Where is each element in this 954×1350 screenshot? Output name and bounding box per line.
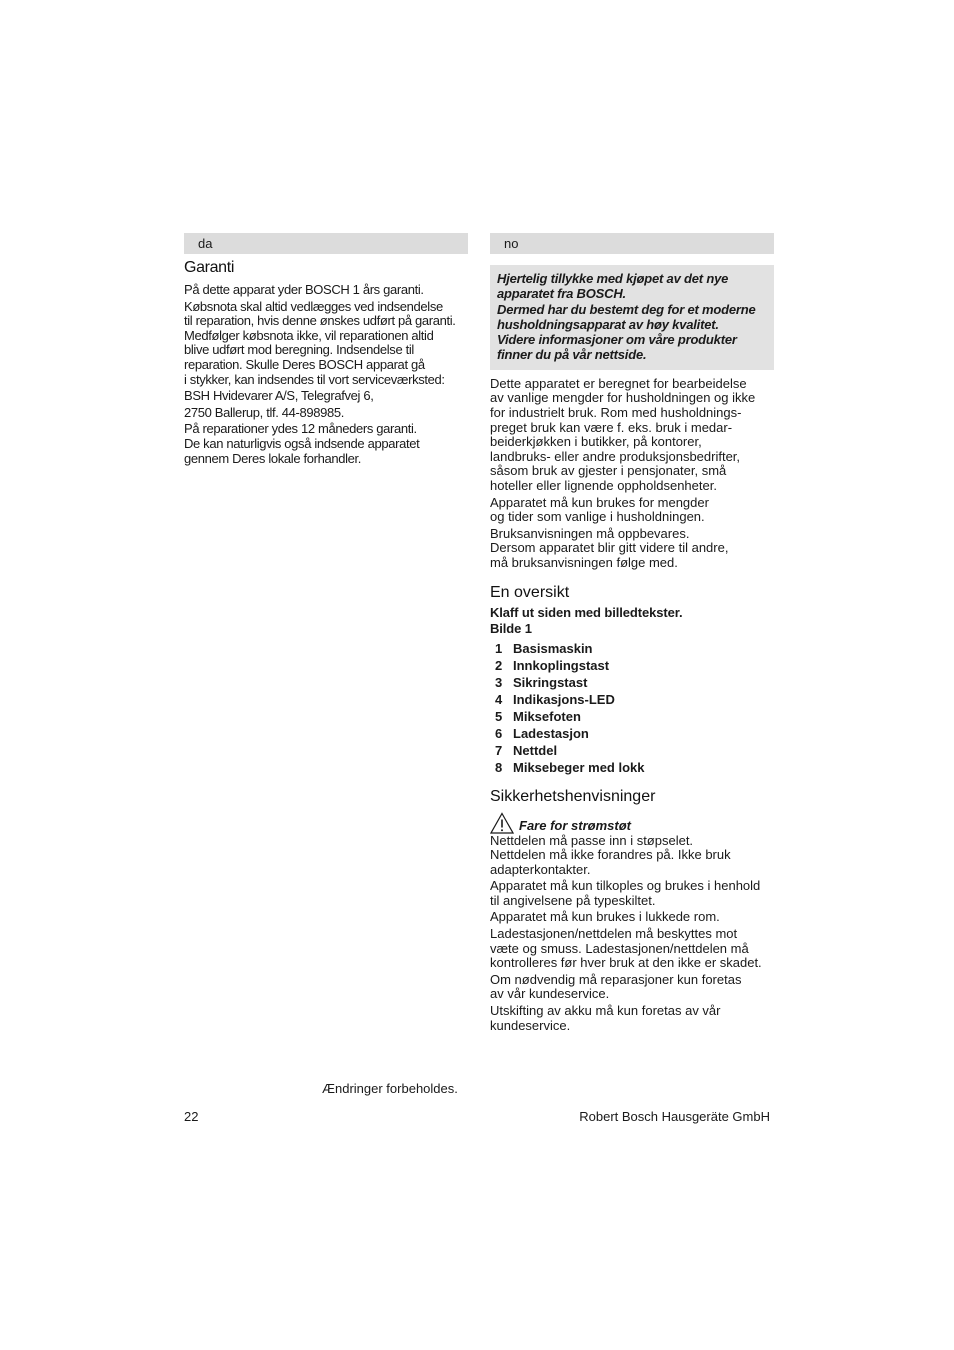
usage-paragraph: Dette apparatet er beregnet for bearbeidelse av vanlige mengder for husholdningen og ikke for industrielt bruk. Rom med husholdnings- preget bruk kan være f. eks. bruk i medar- beiderkjøkken i butikker, på kontorer, landbruks- eller andre produksjonsbedrifter, såsom bruk av gjester i pensjonater, små hoteller eller lignende oppholdsenheter. — [490, 375, 756, 493]
garanti-address: 2750 Ballerup, tlf. 44-898985. — [184, 404, 345, 420]
safety-paragraph: Ladestasjonen/nettdelen må beskyttes mot væte og smuss. Ladestasjonen/nettdelen må kontrolleres før hver bruk at den ikke er skadet. — [490, 926, 762, 971]
language-tab-no: no — [490, 233, 774, 254]
list-item: 4 Indikasjons-LED — [495, 691, 615, 707]
safety-section — [490, 834, 780, 1034]
safety-paragraph: Apparatet må kun brukes i lukkede rom. — [490, 909, 720, 925]
danish-column — [184, 258, 474, 466]
safety-paragraph: Om nødvendig må reparasjoner kun foretas av vår kundeservice. — [490, 971, 742, 1002]
overview-heading: En oversikt — [490, 583, 570, 601]
page-number: 22 — [184, 1109, 199, 1124]
safety-heading: Sikkerhetshenvisninger — [490, 787, 656, 805]
warning-triangle-icon — [490, 812, 514, 834]
garanti-paragraph: På reparationer ydes 12 måneders garanti. De kan naturligvis også indsende apparatet gennem Deres lokale forhandler. — [184, 421, 420, 466]
changes-reserved-note: Ændringer forbeholdes. — [322, 1081, 458, 1096]
list-item: 6 Ladestasjon — [495, 725, 589, 741]
fold-out-instruction: Klaff ut siden med billedtekster. Bilde 1 — [490, 604, 683, 636]
safety-paragraph: Utskifting av akku må kun foretas av vår kundeservice. — [490, 1003, 721, 1033]
list-item: 7 Nettdel — [495, 742, 558, 758]
usage-section — [490, 377, 780, 571]
norwegian-column — [490, 265, 780, 1033]
garanti-address: BSH Hvidevarer A/S, Telegrafvej 6, — [184, 388, 374, 404]
list-item: 1 Basismaskin — [495, 640, 593, 656]
garanti-heading: Garanti — [184, 259, 235, 276]
usage-paragraph: Apparatet må kun brukes for mengder og tider som vanlige i husholdningen. — [490, 494, 709, 525]
parts-list — [490, 640, 780, 776]
garanti-paragraph: Købsnota skal altid vedlægges ved indsendelse til reparation, hvis denne ønskes udført på garanti. Medfølger købsnota ikke, vil reparationen altid blive udført mod beregning. Indsendelse til reparation. Skulle Deres BOSCH apparat gå i stykker, kan indsendes til vort serviceværksted: — [184, 298, 456, 387]
safety-paragraph: Apparatet må kun tilkoples og brukes i henhold til angivelsene på typeskiltet. — [490, 878, 761, 908]
company-name: Robert Bosch Hausgeräte GmbH — [579, 1109, 770, 1124]
garanti-paragraph: På dette apparat yder BOSCH 1 års garanti. — [184, 282, 424, 297]
safety-paragraph: Nettdelen må passe inn i støpselet. Nettdelen må ikke forandres på. Ikke bruk adapterkontakter. — [490, 832, 731, 877]
intro-box: Hjertelig tillykke med kjøpet av det nye apparatet fra BOSCH. Dermed har du bestemt deg for et moderne husholdningsapparat av høy kvalitet. Videre informasjoner om våre produkter finner du på vår nettside. — [490, 265, 774, 370]
list-item: 5 Miksefoten — [495, 708, 581, 724]
list-item: 2 Innkoplingstast — [495, 657, 610, 673]
warning-label: Fare for strømstøt — [519, 817, 631, 833]
language-tab-da: da — [184, 233, 468, 254]
list-item: 3 Sikringstast — [495, 674, 588, 690]
warning-row — [490, 812, 780, 834]
list-item: 8 Miksebeger med lokk — [495, 759, 645, 775]
usage-paragraph: Bruksanvisningen må oppbevares. Dersom apparatet blir gitt videre til andre, må bruksanvisningen følge med. — [490, 525, 729, 570]
